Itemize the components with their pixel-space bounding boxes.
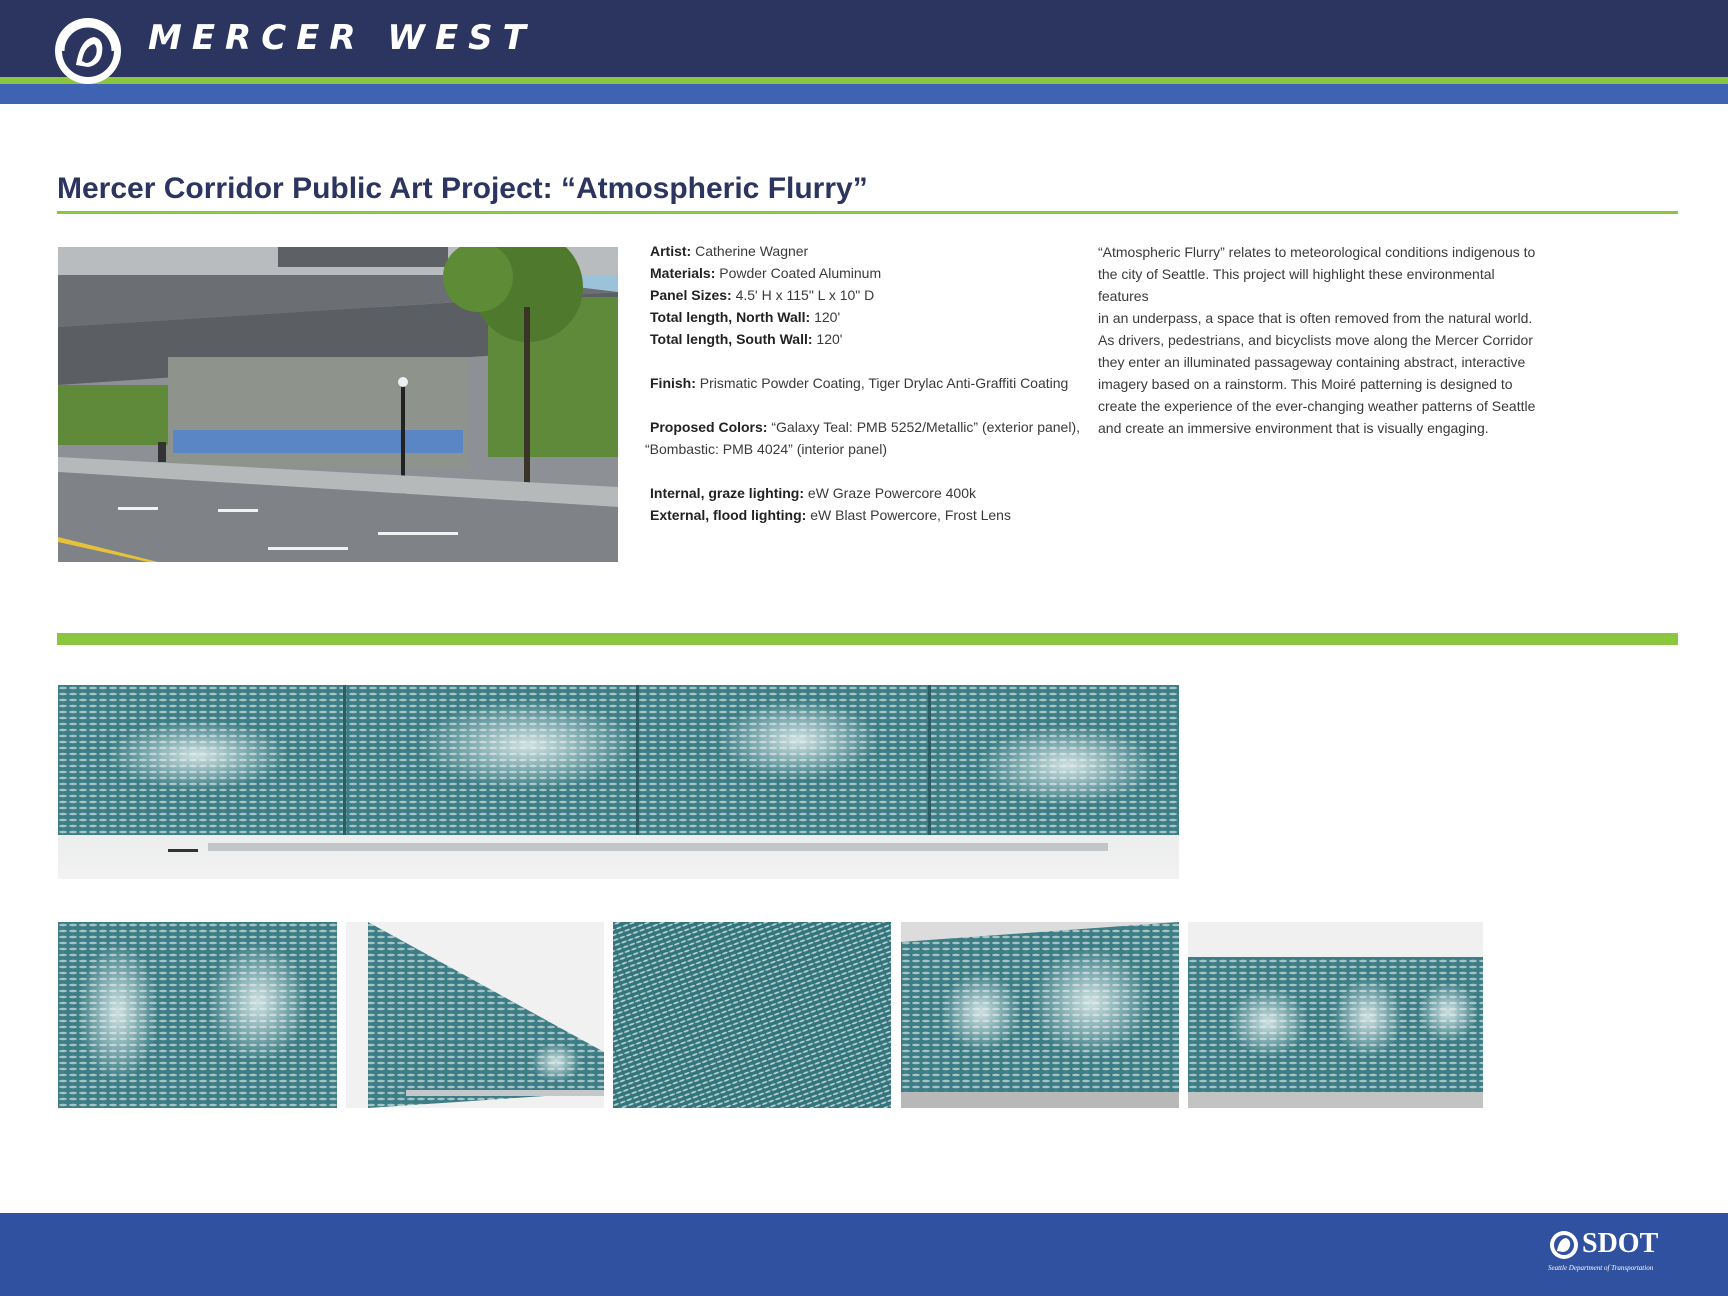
underpass-rendering-image xyxy=(58,247,618,562)
spec-materials: Materials: Powder Coated Aluminum xyxy=(650,265,882,281)
project-specs xyxy=(645,240,1090,526)
description-line: imagery based on a rainstorm. This Moiré patterning is designed to xyxy=(1098,376,1513,392)
description-line: and create an immersive environment that is visually engaging. xyxy=(1098,420,1489,436)
panel-perspective-photo xyxy=(346,922,604,1108)
spec-finish: Finish: Prismatic Powder Coating, Tiger Drylac Anti-Graffiti Coating xyxy=(650,375,1069,391)
spec-south-wall: Total length, South Wall: 120' xyxy=(650,331,843,347)
title-divider xyxy=(57,211,1678,214)
spec-colors: Proposed Colors: “Galaxy Teal: PMB 5252/Metallic” (exterior panel), xyxy=(650,419,1081,435)
panel-closeup-photo xyxy=(613,922,891,1108)
spec-panel-sizes: Panel Sizes: 4.5' H x 115" L x 10" D xyxy=(650,287,875,303)
description-line: in an underpass, a space that is often removed from the natural world. xyxy=(1098,310,1533,326)
description-line: As drivers, pedestrians, and bicyclists move along the Mercer Corridor xyxy=(1098,332,1533,348)
panel-angled-photo xyxy=(901,922,1179,1108)
spec-north-wall: Total length, North Wall: 120' xyxy=(650,309,841,325)
panel-mockup-photo xyxy=(58,685,1179,879)
page-title: Mercer Corridor Public Art Project: “Atmospheric Flurry” xyxy=(57,172,868,205)
seattle-seal-icon xyxy=(54,17,122,85)
panel-wall-photo xyxy=(1188,922,1483,1108)
sdot-logo-text: SDOT xyxy=(1582,1228,1659,1259)
seattle-seal-icon xyxy=(1548,1230,1580,1260)
description-line: “Atmospheric Flurry” relates to meteorological conditions indigenous to xyxy=(1098,244,1536,260)
spec-internal-lighting: Internal, graze lighting: eW Graze Powercore 400k xyxy=(650,485,976,501)
description-line: they enter an illuminated passageway containing abstract, interactive xyxy=(1098,354,1526,370)
spec-external-lighting: External, flood lighting: eW Blast Powercore, Frost Lens xyxy=(650,507,1011,523)
brand-title: MERCER WEST xyxy=(148,18,536,58)
sdot-logo-subtitle: Seattle Department of Transportation xyxy=(1548,1264,1654,1272)
footer-band xyxy=(0,1213,1728,1296)
description-line: the city of Seattle. This project will highlight these environmental features xyxy=(1098,266,1495,304)
header-blue-stripe xyxy=(0,84,1728,104)
description-line: create the experience of the ever-changing weather patterns of Seattle xyxy=(1098,398,1536,414)
sdot-logo xyxy=(1548,1228,1668,1278)
project-description xyxy=(1098,241,1548,439)
header-green-stripe xyxy=(0,77,1728,84)
header-banner xyxy=(0,0,1728,104)
panel-detail-photo xyxy=(58,922,337,1108)
section-divider xyxy=(57,633,1678,645)
spec-artist: Artist: Catherine Wagner xyxy=(650,243,809,259)
spec-colors-continued: “Bombastic: PMB 4024” (interior panel) xyxy=(645,441,887,457)
